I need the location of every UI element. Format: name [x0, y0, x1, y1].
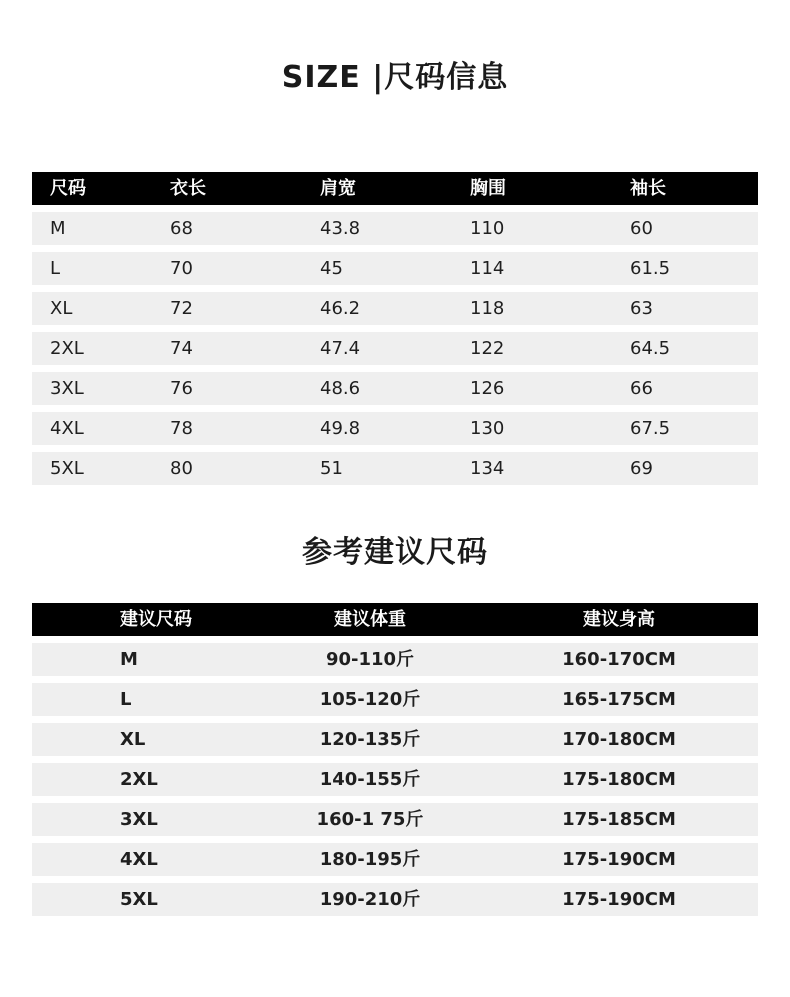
table-row [32, 843, 758, 876]
cell-sleeve: 66 [630, 378, 653, 399]
recommended-table-header [32, 603, 758, 636]
cell-chest: 114 [470, 258, 505, 279]
table-row [32, 412, 758, 445]
cell-recommended-weight: 140-155斤 [319, 769, 421, 790]
cell-recommended-size: 4XL [120, 849, 158, 870]
header-cell-length: 衣长 [170, 178, 206, 199]
table-row [32, 883, 758, 916]
cell-recommended-size: L [120, 689, 132, 710]
table-row [32, 683, 758, 716]
cell-chest: 122 [470, 338, 505, 359]
cell-sleeve: 67.5 [630, 418, 671, 439]
cell-shoulder: 49.8 [320, 418, 361, 439]
size-info-table [32, 172, 758, 485]
cell-size: 3XL [50, 378, 84, 399]
cell-recommended-weight: 190-210斤 [319, 889, 421, 910]
cell-recommended-size: M [120, 649, 138, 670]
cell-length: 70 [170, 258, 193, 279]
cell-shoulder: 46.2 [320, 298, 361, 319]
cell-length: 80 [170, 458, 193, 479]
cell-chest: 130 [470, 418, 505, 439]
header-cell-size: 尺码 [50, 178, 86, 199]
cell-recommended-height: 160-170CM [562, 649, 676, 670]
cell-sleeve: 64.5 [630, 338, 671, 359]
cell-shoulder: 45 [320, 258, 343, 279]
cell-recommended-height: 165-175CM [562, 689, 676, 710]
table-row [32, 723, 758, 756]
cell-size: M [50, 218, 66, 239]
cell-recommended-height: 175-185CM [562, 809, 676, 830]
cell-recommended-size: XL [120, 729, 146, 750]
recommended-size-title: 参考建议尺码 [302, 535, 488, 570]
cell-recommended-height: 175-190CM [562, 849, 676, 870]
cell-chest: 126 [470, 378, 505, 399]
table-row [32, 803, 758, 836]
size-table-header [32, 172, 758, 205]
cell-recommended-weight: 120-135斤 [319, 729, 421, 750]
table-row [32, 292, 758, 325]
header-cell-shoulder: 肩宽 [320, 178, 356, 199]
cell-size: XL [50, 298, 73, 319]
cell-recommended-size: 2XL [120, 769, 158, 790]
table-row [32, 372, 758, 405]
table-row [32, 252, 758, 285]
cell-length: 76 [170, 378, 193, 399]
cell-recommended-weight: 160-1 75斤 [316, 809, 424, 830]
cell-size: 5XL [50, 458, 84, 479]
cell-length: 78 [170, 418, 193, 439]
cell-sleeve: 61.5 [630, 258, 671, 279]
table-row [32, 763, 758, 796]
cell-chest: 118 [470, 298, 505, 319]
cell-length: 72 [170, 298, 193, 319]
header-cell-recommended-height: 建议身高 [583, 609, 655, 630]
cell-length: 68 [170, 218, 193, 239]
cell-recommended-weight: 90-110斤 [325, 649, 415, 670]
cell-chest: 134 [470, 458, 505, 479]
cell-recommended-height: 175-190CM [562, 889, 676, 910]
cell-size: 2XL [50, 338, 84, 359]
table-row [32, 212, 758, 245]
cell-shoulder: 48.6 [320, 378, 361, 399]
recommended-size-table [32, 603, 758, 916]
cell-size: 4XL [50, 418, 84, 439]
cell-recommended-height: 175-180CM [562, 769, 676, 790]
header-cell-recommended-weight: 建议体重 [334, 609, 406, 630]
header-cell-chest: 胸围 [470, 178, 506, 199]
table-row [32, 643, 758, 676]
size-info-title: SIZE |尺码信息 [281, 60, 509, 95]
cell-recommended-weight: 105-120斤 [319, 689, 421, 710]
cell-recommended-weight: 180-195斤 [319, 849, 421, 870]
cell-sleeve: 60 [630, 218, 653, 239]
cell-size: L [50, 258, 61, 279]
cell-recommended-size: 5XL [120, 889, 158, 910]
cell-length: 74 [170, 338, 193, 359]
cell-sleeve: 69 [630, 458, 653, 479]
header-cell-sleeve: 袖长 [630, 178, 666, 199]
cell-shoulder: 51 [320, 458, 343, 479]
table-row [32, 332, 758, 365]
table-row [32, 452, 758, 485]
header-cell-recommended-size: 建议尺码 [120, 609, 192, 630]
cell-chest: 110 [470, 218, 505, 239]
cell-shoulder: 47.4 [320, 338, 361, 359]
cell-recommended-height: 170-180CM [562, 729, 676, 750]
cell-shoulder: 43.8 [320, 218, 361, 239]
cell-sleeve: 63 [630, 298, 653, 319]
cell-recommended-size: 3XL [120, 809, 158, 830]
